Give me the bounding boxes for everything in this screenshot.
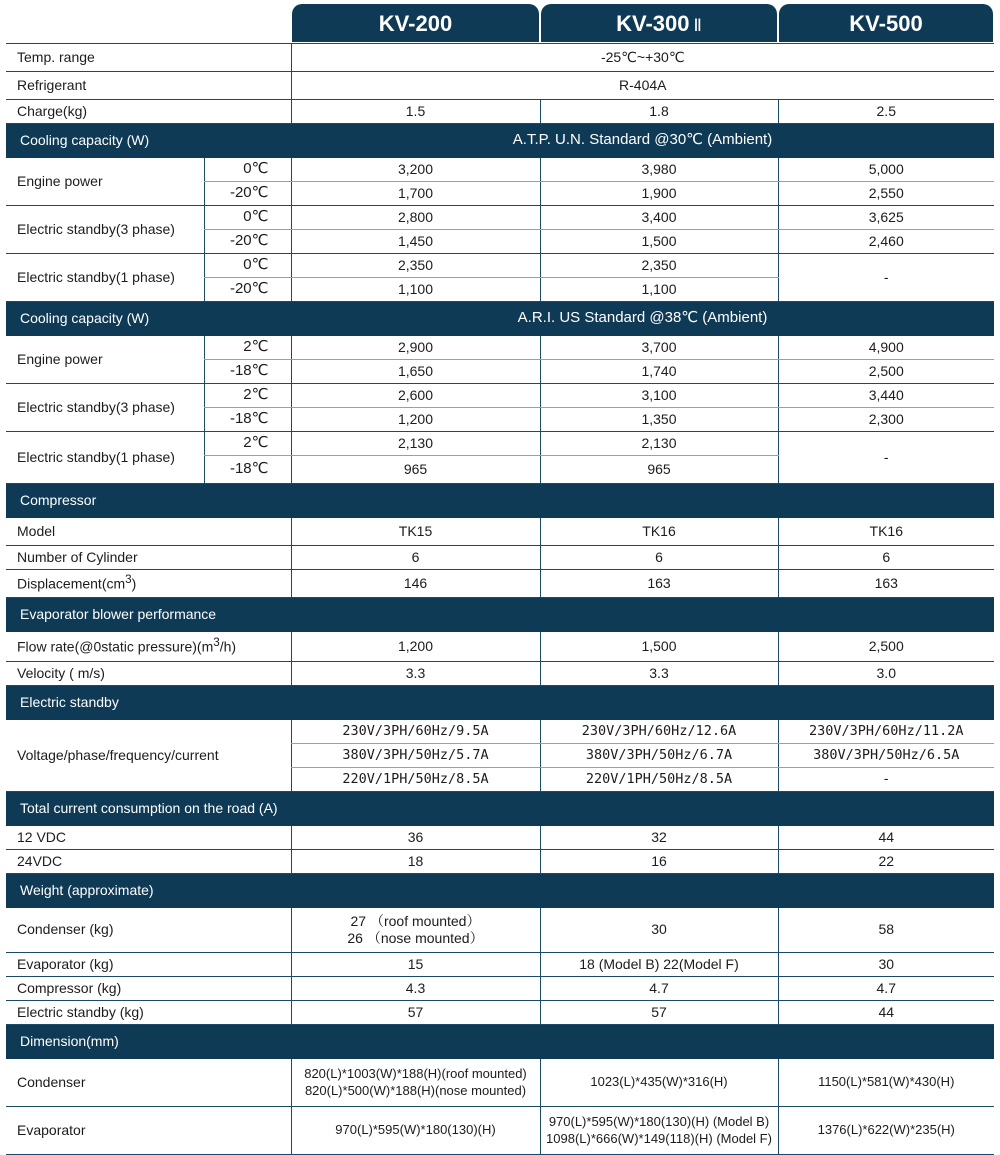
vdc24-label: 24VDC <box>6 850 291 874</box>
dimension-evaporator-kv300-model-f: 1098(L)*666(W)*149(118)(H) (Model F) <box>546 1130 772 1146</box>
model-header-row <box>6 3 994 44</box>
dimension-condenser-kv500: 1150(L)*581(W)*430(H) <box>778 1059 994 1107</box>
ari-es3-kv300-1: 3,100 <box>540 384 778 408</box>
dimension-evaporator-kv300 <box>540 1107 778 1155</box>
table-row <box>6 254 994 278</box>
ari-es1-kv200-2: 965 <box>291 456 540 484</box>
vpfc-kv500-3: - <box>778 768 994 792</box>
weight-es-kv200: 57 <box>291 1001 540 1025</box>
weight-condenser-kv200-roof: 27 （roof mounted） <box>350 912 481 929</box>
evaporator-section-label: Evaporator blower performance <box>6 598 994 632</box>
vdc24-kv300: 16 <box>540 850 778 874</box>
dimension-condenser-kv300: 1023(L)*435(W)*316(H) <box>540 1059 778 1107</box>
ari-engine-label: Engine power <box>6 336 204 384</box>
section-header-ari <box>6 302 994 336</box>
weight-compressor-kv500: 4.7 <box>778 977 994 1001</box>
vpfc-kv300-2: 380V/3PH/50Hz/6.7A <box>540 744 778 768</box>
flow-rate-label <box>6 632 291 662</box>
table-row <box>6 206 994 230</box>
atp-es3-kv300-2: 1,500 <box>540 230 778 254</box>
electric-standby-section-label: Electric standby <box>6 686 994 720</box>
ari-engine-temp1: 2℃ <box>204 336 291 360</box>
flow-rate-label-sup: 3 <box>213 636 220 650</box>
displacement-label-close: ) <box>131 576 137 593</box>
vdc12-kv300: 32 <box>540 826 778 850</box>
ari-es1-label: Electric standby(1 phase) <box>6 432 204 484</box>
section-header-compressor <box>6 484 994 518</box>
atp-engine-kv500-1: 5,000 <box>778 158 994 182</box>
ari-engine-temp2: -18℃ <box>204 360 291 384</box>
table-row <box>6 850 994 874</box>
table-row <box>6 546 994 570</box>
table-row <box>6 100 994 124</box>
table-row <box>6 384 994 408</box>
compressor-section-label: Compressor <box>6 484 994 518</box>
flow-rate-kv200: 1,200 <box>291 632 540 662</box>
atp-es1-kv200-2: 1,100 <box>291 278 540 302</box>
vpfc-kv500-2: 380V/3PH/50Hz/6.5A <box>778 744 994 768</box>
atp-es3-label: Electric standby(3 phase) <box>6 206 204 254</box>
weight-evaporator-label: Evaporator (kg) <box>6 953 291 977</box>
table-row <box>6 826 994 850</box>
atp-es3-kv500-2: 2,460 <box>778 230 994 254</box>
weight-condenser-kv500: 58 <box>778 908 994 953</box>
ari-es3-kv200-1: 2,600 <box>291 384 540 408</box>
atp-engine-label: Engine power <box>6 158 204 206</box>
displacement-label-text: Displacement(cm <box>17 576 126 593</box>
atp-engine-temp2: -20℃ <box>204 182 291 206</box>
vpfc-kv200-2: 380V/3PH/50Hz/5.7A <box>291 744 540 768</box>
charge-label: Charge(kg) <box>6 100 291 124</box>
table-row <box>6 1001 994 1025</box>
cylinder-kv200: 6 <box>291 546 540 570</box>
dimension-condenser-kv200-roof: 820(L)*1003(W)*188(H)(roof mounted) <box>304 1066 527 1082</box>
dimension-evaporator-kv200: 970(L)*595(W)*180(130)(H) <box>291 1107 540 1155</box>
ari-es3-kv200-2: 1,200 <box>291 408 540 432</box>
refrigerant-value: R-404A <box>291 72 994 100</box>
weight-condenser-kv200-nose: 26 （nose mounted） <box>347 930 484 946</box>
weight-section-label: Weight (approximate) <box>6 874 994 908</box>
ari-es3-temp2: -18℃ <box>204 408 291 432</box>
header-kv300-suffix: Ⅱ <box>693 16 702 35</box>
vdc12-label: 12 VDC <box>6 826 291 850</box>
spec-sheet <box>6 3 994 1155</box>
header-blank <box>6 3 291 44</box>
spec-table <box>6 3 994 1155</box>
section-header-evaporator <box>6 598 994 632</box>
table-row <box>6 570 994 598</box>
ari-es1-temp1: 2℃ <box>204 432 291 456</box>
ari-es3-temp1: 2℃ <box>204 384 291 408</box>
ari-es1-kv500: - <box>778 432 994 484</box>
weight-condenser-kv300: 30 <box>540 908 778 953</box>
charge-kv300: 1.8 <box>540 100 778 124</box>
header-kv300-cell <box>540 3 778 44</box>
weight-evaporator-kv500: 30 <box>778 953 994 977</box>
section-header-weight <box>6 874 994 908</box>
weight-compressor-kv200: 4.3 <box>291 977 540 1001</box>
atp-es1-temp2: -20℃ <box>204 278 291 302</box>
ari-es1-temp2: -18℃ <box>204 456 291 484</box>
velocity-kv300: 3.3 <box>540 662 778 686</box>
section-header-atp <box>6 124 994 158</box>
dimension-evaporator-label: Evaporator <box>6 1107 291 1155</box>
atp-engine-kv200-1: 3,200 <box>291 158 540 182</box>
atp-es3-temp2: -20℃ <box>204 230 291 254</box>
table-row <box>6 1107 994 1155</box>
cylinder-kv500: 6 <box>778 546 994 570</box>
cylinder-label: Number of Cylinder <box>6 546 291 570</box>
table-row <box>6 1059 994 1107</box>
cylinder-kv300: 6 <box>540 546 778 570</box>
atp-es1-kv500: - <box>778 254 994 302</box>
vdc24-kv200: 18 <box>291 850 540 874</box>
section-header-current <box>6 792 994 826</box>
weight-compressor-kv300: 4.7 <box>540 977 778 1001</box>
header-kv200-cell <box>291 3 540 44</box>
ari-es1-kv300-1: 2,130 <box>540 432 778 456</box>
dimension-condenser-kv200 <box>291 1059 540 1107</box>
temp-range-label: Temp. range <box>6 44 291 72</box>
dimension-section-label: Dimension(mm) <box>6 1025 994 1059</box>
vdc12-kv200: 36 <box>291 826 540 850</box>
ari-es1-kv300-2: 965 <box>540 456 778 484</box>
weight-condenser-kv200 <box>291 908 540 953</box>
table-row <box>6 336 994 360</box>
header-kv500: KV-500 <box>779 4 993 42</box>
ari-engine-kv500-1: 4,900 <box>778 336 994 360</box>
ari-engine-kv500-2: 2,500 <box>778 360 994 384</box>
table-row <box>6 720 994 744</box>
displacement-kv300: 163 <box>540 570 778 598</box>
displacement-label-sup: 3 <box>125 573 132 587</box>
dimension-evaporator-kv300-model-b: 970(L)*595(W)*180(130)(H) (Model B) <box>548 1114 770 1130</box>
atp-es1-kv200-1: 2,350 <box>291 254 540 278</box>
weight-evaporator-kv300: 18 (Model B) 22(Model F) <box>540 953 778 977</box>
vpfc-kv200-3: 220V/1PH/50Hz/8.5A <box>291 768 540 792</box>
refrigerant-label: Refrigerant <box>6 72 291 100</box>
atp-engine-kv500-2: 2,550 <box>778 182 994 206</box>
atp-es3-kv500-1: 3,625 <box>778 206 994 230</box>
table-row <box>6 518 994 546</box>
atp-section-note: A.T.P. U.N. Standard @30℃ (Ambient) <box>291 124 994 158</box>
section-header-dimension <box>6 1025 994 1059</box>
ari-section-note: A.R.I. US Standard @38℃ (Ambient) <box>291 302 994 336</box>
atp-es3-kv200-2: 1,450 <box>291 230 540 254</box>
ari-engine-kv300-2: 1,740 <box>540 360 778 384</box>
vdc12-kv500: 44 <box>778 826 994 850</box>
header-kv200: KV-200 <box>292 4 539 42</box>
atp-es1-temp1: 0℃ <box>204 254 291 278</box>
table-row <box>6 72 994 100</box>
weight-es-kv500: 44 <box>778 1001 994 1025</box>
velocity-label: Velocity ( m/s) <box>6 662 291 686</box>
weight-compressor-label: Compressor (kg) <box>6 977 291 1001</box>
table-row <box>6 632 994 662</box>
atp-engine-temp1: 0℃ <box>204 158 291 182</box>
ari-engine-kv300-1: 3,700 <box>540 336 778 360</box>
dimension-evaporator-kv500: 1376(L)*622(W)*235(H) <box>778 1107 994 1155</box>
vpfc-kv300-3: 220V/1PH/50Hz/8.5A <box>540 768 778 792</box>
displacement-kv200: 146 <box>291 570 540 598</box>
compressor-model-kv500: TK16 <box>778 518 994 546</box>
atp-es1-kv300-1: 2,350 <box>540 254 778 278</box>
atp-engine-kv300-2: 1,900 <box>540 182 778 206</box>
flow-rate-kv300: 1,500 <box>540 632 778 662</box>
table-row <box>6 953 994 977</box>
weight-evaporator-kv200: 15 <box>291 953 540 977</box>
table-row <box>6 432 994 456</box>
dimension-condenser-kv200-nose: 820(L)*500(W)*188(H)(nose mounted) <box>304 1082 527 1098</box>
atp-es1-label: Electric standby(1 phase) <box>6 254 204 302</box>
temp-range-value: -25℃~+30℃ <box>291 44 994 72</box>
ari-es3-kv500-2: 2,300 <box>778 408 994 432</box>
atp-es3-kv300-1: 3,400 <box>540 206 778 230</box>
section-header-electric-standby <box>6 686 994 720</box>
compressor-model-kv300: TK16 <box>540 518 778 546</box>
ari-engine-kv200-2: 1,650 <box>291 360 540 384</box>
ari-es3-kv300-2: 1,350 <box>540 408 778 432</box>
ari-es3-label: Electric standby(3 phase) <box>6 384 204 432</box>
compressor-model-kv200: TK15 <box>291 518 540 546</box>
vdc24-kv500: 22 <box>778 850 994 874</box>
velocity-kv500: 3.0 <box>778 662 994 686</box>
dimension-condenser-label: Condenser <box>6 1059 291 1107</box>
weight-es-label: Electric standby (kg) <box>6 1001 291 1025</box>
current-section-label: Total current consumption on the road (A) <box>6 792 994 826</box>
header-kv300 <box>541 4 777 42</box>
table-row <box>6 158 994 182</box>
ari-engine-kv200-1: 2,900 <box>291 336 540 360</box>
flow-rate-label-close: /h) <box>219 639 237 656</box>
atp-engine-kv300-1: 3,980 <box>540 158 778 182</box>
vpfc-label: Voltage/phase/frequency/current <box>6 720 291 792</box>
atp-section-label: Cooling capacity (W) <box>6 124 291 158</box>
atp-es1-kv300-2: 1,100 <box>540 278 778 302</box>
velocity-kv200: 3.3 <box>291 662 540 686</box>
header-kv500-cell <box>778 3 994 44</box>
displacement-kv500: 163 <box>778 570 994 598</box>
table-row <box>6 44 994 72</box>
weight-es-kv300: 57 <box>540 1001 778 1025</box>
flow-rate-kv500: 2,500 <box>778 632 994 662</box>
vpfc-kv300-1: 230V/3PH/60Hz/12.6A <box>540 720 778 744</box>
vpfc-kv200-1: 230V/3PH/60Hz/9.5A <box>291 720 540 744</box>
atp-engine-kv200-2: 1,700 <box>291 182 540 206</box>
charge-kv200: 1.5 <box>291 100 540 124</box>
header-kv300-name: KV-300 <box>616 11 690 36</box>
displacement-label <box>6 570 291 598</box>
compressor-model-label: Model <box>6 518 291 546</box>
atp-es3-temp1: 0℃ <box>204 206 291 230</box>
charge-kv500: 2.5 <box>778 100 994 124</box>
atp-es3-kv200-1: 2,800 <box>291 206 540 230</box>
table-row <box>6 977 994 1001</box>
ari-es3-kv500-1: 3,440 <box>778 384 994 408</box>
ari-section-label: Cooling capacity (W) <box>6 302 291 336</box>
table-row <box>6 908 994 953</box>
weight-condenser-label: Condenser (kg) <box>6 908 291 953</box>
ari-es1-kv200-1: 2,130 <box>291 432 540 456</box>
table-row <box>6 662 994 686</box>
vpfc-kv500-1: 230V/3PH/60Hz/11.2A <box>778 720 994 744</box>
flow-rate-label-text: Flow rate(@0static pressure)(m <box>17 639 214 656</box>
